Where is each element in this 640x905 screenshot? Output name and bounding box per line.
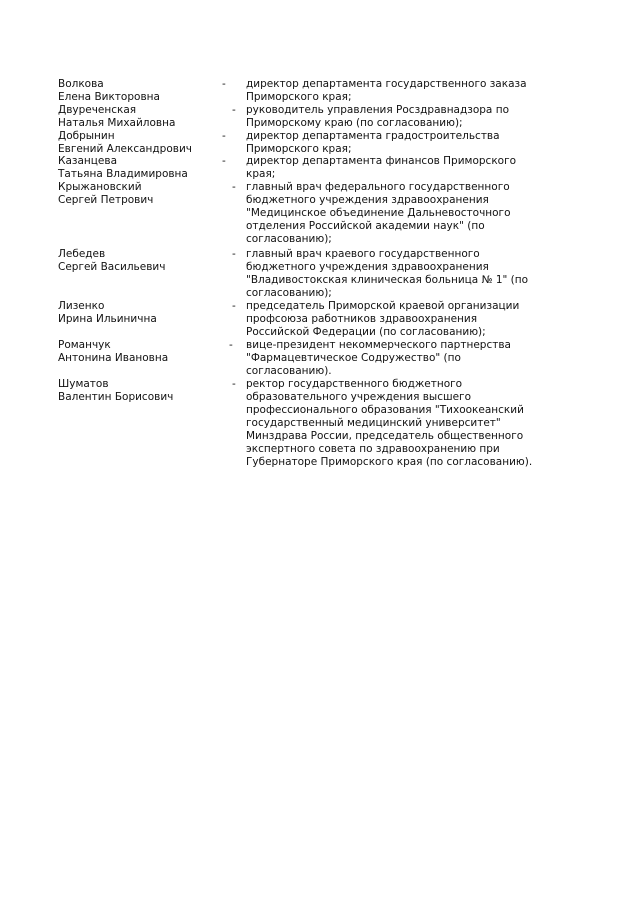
- member-name: [58, 155, 188, 181]
- member-name: [58, 104, 175, 130]
- member-surname: Волкова: [58, 78, 104, 90]
- member-surname: Двуреченская: [58, 104, 137, 116]
- separator-dash: -: [222, 155, 226, 167]
- separator-dash: -: [222, 130, 226, 142]
- member-name: [58, 181, 153, 207]
- member-role-line: директор департамента градостроительства: [246, 130, 500, 142]
- member-role-line: согласованию).: [246, 365, 332, 377]
- member-role-line: Российской Федерации (по согласованию);: [246, 326, 486, 338]
- member-role-line: главный врач краевого государственного: [246, 248, 480, 260]
- member-role-line: Приморского края;: [246, 91, 352, 103]
- member-role: [246, 248, 528, 300]
- member-surname: Добрынин: [58, 130, 115, 142]
- separator-dash: -: [232, 248, 236, 260]
- separator-dash: -: [232, 104, 236, 116]
- member-given-names: Антонина Ивановна: [58, 352, 169, 364]
- member-role-line: председатель Приморской краевой организации: [246, 300, 520, 312]
- member-role: [246, 339, 511, 378]
- member-surname: Романчук: [58, 339, 111, 351]
- member-role: [246, 78, 527, 104]
- member-role: [246, 181, 511, 246]
- member-role-line: профсоюза работников здравоохранения: [246, 313, 478, 325]
- member-role-line: "Фармацевтическое Содружество" (по: [246, 352, 461, 364]
- member-given-names: Татьяна Владимировна: [58, 168, 188, 180]
- member-role-line: отделения Российской академии наук" (по: [246, 220, 485, 232]
- member-role-line: бюджетного учреждения здравоохранения: [246, 194, 489, 206]
- member-role-line: экспертного совета по здравоохранению при: [246, 443, 500, 455]
- separator-dash: -: [232, 181, 236, 193]
- member-name: [58, 378, 173, 404]
- separator-dash: -: [232, 378, 236, 390]
- member-surname: Лебедев: [58, 248, 106, 260]
- member-role-line: Приморского края;: [246, 143, 352, 155]
- member-given-names: Ирина Ильинична: [58, 313, 157, 325]
- member-role-line: согласованию);: [246, 233, 332, 245]
- member-role-line: Губернаторе Приморского края (по согласованию).: [246, 456, 533, 468]
- member-name: [58, 300, 157, 326]
- member-role-line: ректор государственного бюджетного: [246, 378, 463, 390]
- member-role-line: руководитель управления Росздравнадзора по: [246, 104, 509, 116]
- member-name: [58, 78, 160, 104]
- member-role-line: "Медицинское объединение Дальневосточного: [246, 207, 511, 219]
- member-role-line: профессионального образования "Тихоокеанский: [246, 404, 524, 416]
- member-role: [246, 130, 500, 156]
- member-role-line: директор департамента государственного заказа: [246, 78, 527, 90]
- separator-dash: -: [232, 300, 236, 312]
- separator-dash: -: [229, 339, 233, 351]
- member-role: [246, 104, 509, 130]
- member-given-names: Сергей Васильевич: [58, 261, 166, 273]
- member-name: [58, 248, 165, 274]
- member-role-line: Минздрава России, председатель общественного: [246, 430, 524, 442]
- member-role-line: "Владивостокская клиническая больница № 1" (по: [246, 274, 529, 286]
- member-role: [246, 155, 516, 181]
- member-role-line: Приморскому краю (по согласованию);: [246, 117, 463, 129]
- member-role: [246, 300, 519, 339]
- member-given-names: Елена Викторовна: [58, 91, 160, 103]
- member-role-line: согласованию);: [246, 287, 332, 299]
- member-role: [246, 378, 532, 469]
- member-given-names: Валентин Борисович: [58, 391, 174, 403]
- member-surname: Лизенко: [58, 300, 105, 312]
- member-given-names: Сергей Петрович: [58, 194, 154, 206]
- member-role-line: директор департамента финансов Приморского: [246, 155, 517, 167]
- member-role-line: главный врач федерального государственного: [246, 181, 510, 193]
- member-role-line: края;: [246, 168, 276, 180]
- member-surname: Крыжановский: [58, 181, 142, 193]
- member-role-line: вице-президент некоммерческого партнерства: [246, 339, 511, 351]
- member-surname: Казанцева: [58, 155, 118, 167]
- member-given-names: Наталья Михайловна: [58, 117, 176, 129]
- member-role-line: бюджетного учреждения здравоохранения: [246, 261, 489, 273]
- separator-dash: -: [222, 78, 226, 90]
- member-surname: Шуматов: [58, 378, 109, 390]
- member-given-names: Евгений Александрович: [58, 143, 192, 155]
- member-name: [58, 130, 192, 156]
- member-name: [58, 339, 168, 365]
- member-role-line: образовательного учреждения высшего: [246, 391, 471, 403]
- member-role-line: государственный медицинский университет": [246, 417, 501, 429]
